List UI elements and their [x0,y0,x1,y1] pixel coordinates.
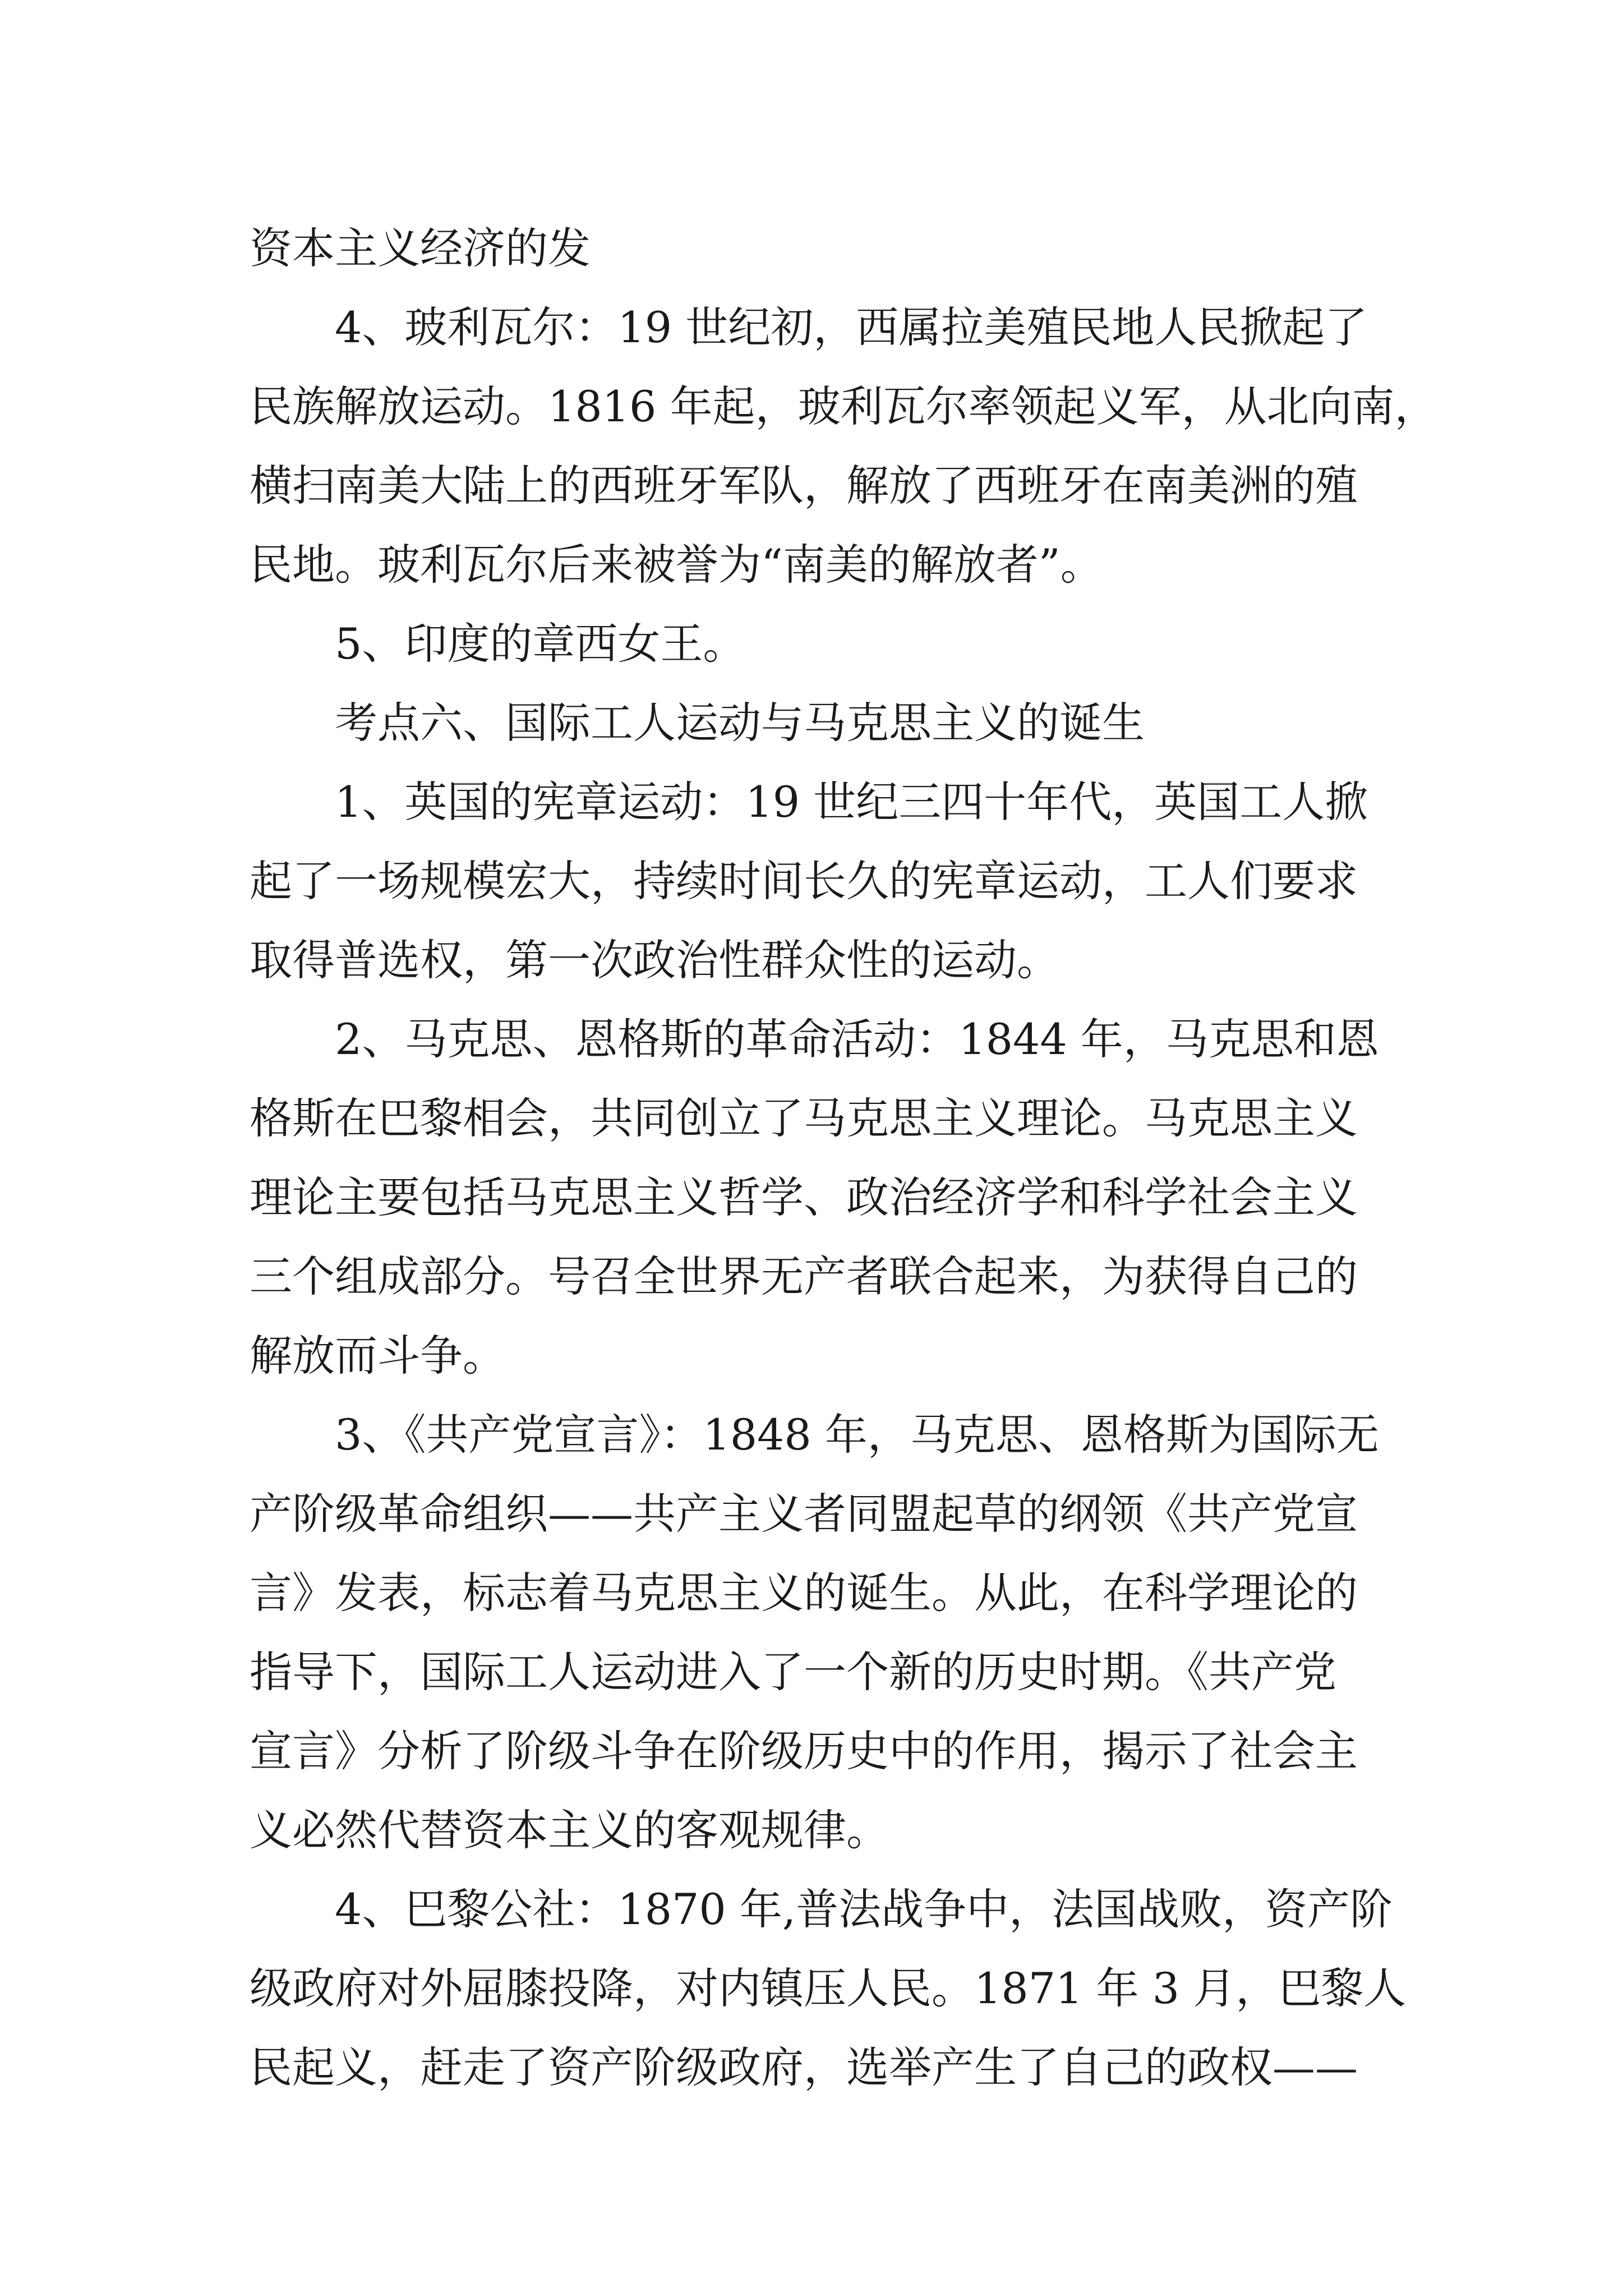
text-line: 民族解放运动。1816 年起，玻利瓦尔率领起义军，从北向南， [250,381,1437,431]
text-line: 考点六、国际工人运动与马克思主义的诞生 [335,698,1145,748]
text-line: 解放而斗争。 [250,1331,505,1381]
text-line: 言》发表，标志着马克思主义的诞生。从此，在科学理论的 [250,1568,1358,1618]
text-line: 2、马克思、恩格斯的革命活动：1844 年，马克思和恩 [335,1014,1379,1064]
text-line: 4、玻利瓦尔：19 世纪初，西属拉美殖民地人民掀起了 [335,302,1368,352]
text-line: 1、英国的宪章运动：19 世纪三四十年代，英国工人掀 [335,777,1368,827]
text-line: 格斯在巴黎相会，共同创立了马克思主义理论。马克思主义 [250,1093,1358,1143]
document-body [250,209,1437,2107]
text-line: 产阶级革命组织——共产主义者同盟起草的纲领《共产党宣 [250,1489,1358,1539]
text-line: 宣言》分析了阶级斗争在阶级历史中的作用，揭示了社会主 [250,1726,1358,1776]
text-line: 起了一场规模宏大，持续时间长久的宪章运动，工人们要求 [250,856,1358,906]
text-line: 5、印度的章西女王。 [335,619,746,669]
text-line: 资本主义经济的发 [250,223,591,273]
text-line: 指导下，国际工人运动进入了一个新的历史时期。《共产党 [250,1647,1336,1697]
text-line: 4、巴黎公社：1870 年,普法战争中，法国战败，资产阶 [335,1884,1393,1934]
text-line: 取得普选权，第一次政治性群众性的运动。 [250,935,1059,985]
text-line: 横扫南美大陆上的西班牙军队，解放了西班牙在南美洲的殖 [250,461,1358,510]
text-line: 民地。玻利瓦尔后来被誉为“南美的解放者”。 [250,540,1103,590]
text-line: 义必然代替资本主义的客观规律。 [250,1805,889,1855]
text-line: 民起义，赶走了资产阶级政府，选举产生了自己的政权—— [250,2042,1358,2092]
text-line: 三个组成部分。号召全世界无产者联合起来，为获得自己的 [250,1251,1358,1301]
text-line: 3、《共产党宣言》：1848 年，马克思、恩格斯为国际无 [335,1410,1379,1460]
text-line: 级政府对外屈膝投降，对内镇压人民。1871 年 3 月，巴黎人 [250,1963,1407,2013]
text-line: 理论主要包括马克思主义哲学、政治经济学和科学社会主义 [250,1172,1358,1222]
